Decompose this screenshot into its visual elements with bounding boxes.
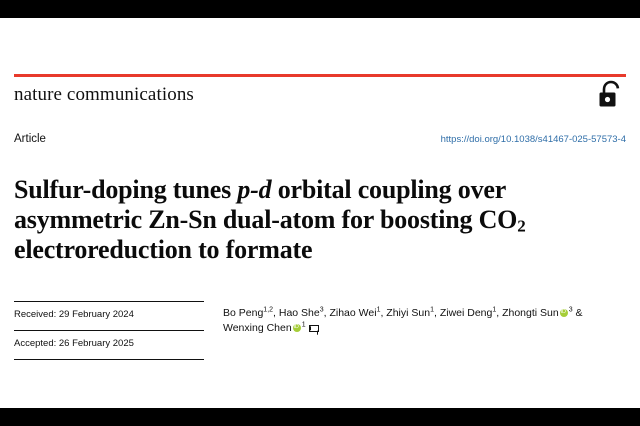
divider-middle bbox=[14, 330, 204, 331]
title-subscript-2: 2 bbox=[517, 217, 526, 237]
doi-link[interactable]: https://doi.org/10.1038/s41467-025-57573-4 bbox=[440, 134, 626, 145]
article-type-label: Article bbox=[14, 133, 46, 145]
author-ampersand: & bbox=[572, 307, 583, 319]
author-5-affil: 1 bbox=[492, 306, 497, 314]
title-part-4: electroreduction to formate bbox=[14, 235, 313, 265]
paper-content bbox=[14, 18, 626, 408]
title-italic-pd: p-d bbox=[237, 175, 272, 205]
divider-bottom bbox=[14, 359, 204, 360]
author-1-affil: 1,2 bbox=[263, 306, 274, 314]
journal-masthead: nature communications bbox=[14, 84, 194, 105]
orcid-icon[interactable] bbox=[293, 324, 301, 332]
author-6-affil: 3 bbox=[568, 306, 573, 314]
title-part-1: Sulfur-doping tunes bbox=[14, 175, 238, 205]
title-line-2: asymmetric Zn-Sn dual-atom for boosting bbox=[14, 205, 473, 235]
author-3[interactable]: , Zihao Wei bbox=[323, 307, 377, 319]
accepted-date: Accepted: 26 February 2025 bbox=[14, 338, 134, 349]
email-icon[interactable] bbox=[309, 325, 319, 332]
author-7-affil: 1 bbox=[301, 321, 306, 329]
divider-top bbox=[14, 301, 204, 302]
author-list bbox=[223, 306, 613, 336]
author-1[interactable]: Bo Peng bbox=[223, 307, 264, 319]
author-2-affil: 3 bbox=[319, 306, 324, 314]
author-4-affil: 1 bbox=[430, 306, 434, 314]
author-5[interactable]: , Ziwei Deng bbox=[433, 307, 493, 319]
author-7[interactable]: Wenxing Chen bbox=[223, 322, 292, 334]
open-access-lock-icon bbox=[598, 80, 624, 110]
paper-page bbox=[0, 18, 640, 408]
author-2[interactable]: , Hao She bbox=[273, 307, 320, 319]
title-part-2: orbital coupling over bbox=[271, 175, 506, 205]
author-6[interactable]: , Zhongti Sun bbox=[496, 307, 559, 319]
brand-rule bbox=[14, 74, 626, 77]
orcid-icon[interactable] bbox=[560, 309, 568, 317]
author-4[interactable]: , Zhiyi Sun bbox=[380, 307, 431, 319]
author-3-affil: 1 bbox=[376, 306, 381, 314]
received-date: Received: 29 February 2024 bbox=[14, 309, 134, 320]
article-meta-row bbox=[14, 133, 626, 149]
title-part-3: CO bbox=[478, 205, 518, 235]
page-title bbox=[14, 175, 626, 265]
